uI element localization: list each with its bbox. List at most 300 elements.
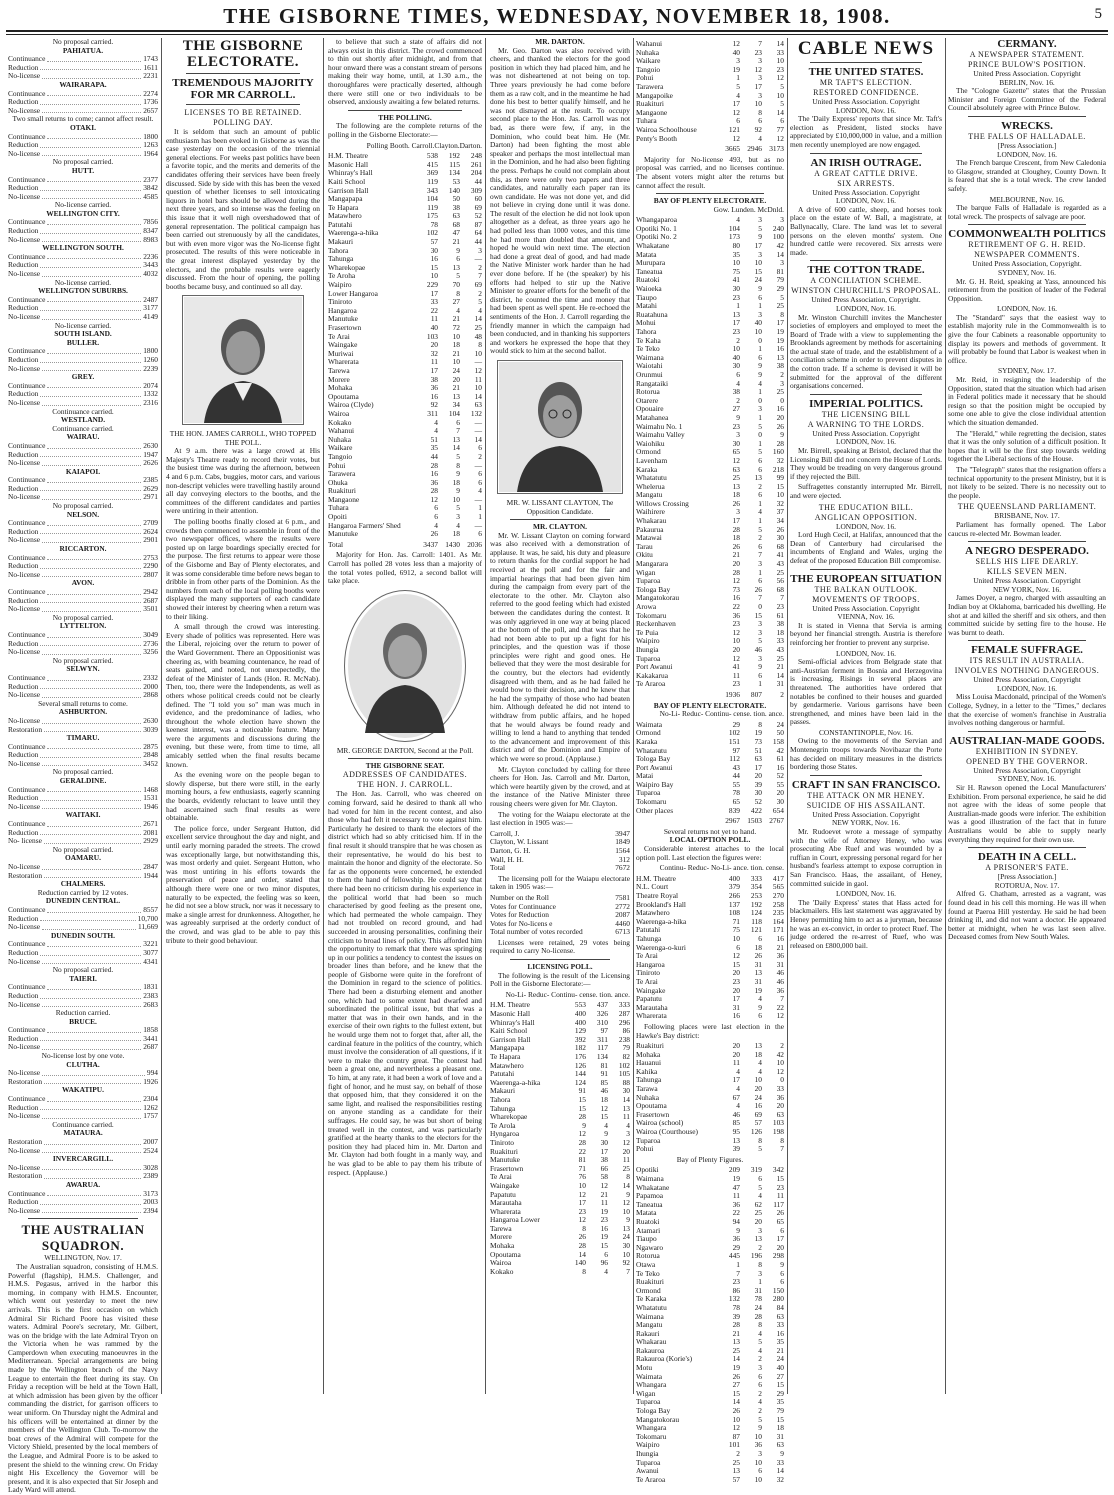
result-label: Restoration xyxy=(8,1076,43,1086)
leader-dots xyxy=(44,1138,141,1145)
row-value: 65 xyxy=(732,797,740,807)
result-value: 2971 xyxy=(143,492,158,502)
row-value: 86 xyxy=(622,1026,630,1036)
row-value: 3437 xyxy=(423,539,438,549)
row-value: 6 xyxy=(758,541,762,551)
row-value: 68 xyxy=(776,541,784,551)
row-value: 3 xyxy=(758,404,762,414)
leader-dots xyxy=(42,365,141,372)
row-value: 41 xyxy=(776,550,784,560)
dateline: SYDNEY, Nov. 17. xyxy=(998,366,1056,376)
bop-figures-table xyxy=(636,1166,784,1484)
row-label: Frasertown xyxy=(490,1163,524,1173)
result-value: 2524 xyxy=(143,1145,158,1155)
row-label: Wairoa (Clyde) xyxy=(328,400,374,410)
row-value: 25 xyxy=(776,387,784,397)
row-value: 5 xyxy=(478,297,482,307)
row-value: 3 xyxy=(736,56,740,66)
row-value: 0 xyxy=(758,335,762,345)
row-value: 40 xyxy=(754,318,762,328)
row-label: Waimana xyxy=(636,352,664,362)
row-value: 10 xyxy=(622,1249,630,1259)
row-label: Whakarau xyxy=(636,1337,667,1347)
row-value: 24 xyxy=(776,1354,784,1364)
row-value: 12 xyxy=(732,576,740,586)
result-note: Reduction carried by 12 votes. xyxy=(37,887,129,897)
dateline: BERLIN, Nov. 16. xyxy=(999,77,1055,87)
row-value: 40 xyxy=(776,1363,784,1373)
row-value: 105 xyxy=(618,1069,630,1079)
row-value: 160 xyxy=(772,447,784,457)
row-value: 12 xyxy=(732,455,740,465)
row-label: H.M. Theatre xyxy=(490,1000,530,1010)
leader-dots xyxy=(40,227,141,234)
electorate-name: TIMARU. xyxy=(66,733,100,743)
result-label: Reduction xyxy=(8,226,39,236)
agency-credit: United Press Association. Copyright xyxy=(812,187,920,197)
article-body: Alfred G. Chatham, arrested as a vagrant, was found dead in his cell this morning. He was ill when found at Paeroa Hill yesterday. He said he had been drinking ill, and did not want a doctor. He appeared better at midnight, when he was last seen alive. Deceased comes from New South Wales. xyxy=(948,889,1106,942)
row-label: Motu xyxy=(636,1363,653,1373)
row-label: Manutuke xyxy=(328,529,358,539)
row-value: 16 xyxy=(776,933,784,943)
article-body: Owing to the movements of the Servian and Montenegrin troops towards Novibazar the Porte has decided on military measures in the districts bordering those States. xyxy=(790,736,942,772)
result-note: No proposal carried. xyxy=(52,501,114,511)
row-value: 17 xyxy=(600,1146,608,1156)
row-value: 79 xyxy=(776,1406,784,1416)
leader-dots xyxy=(42,605,141,612)
leader-dots xyxy=(42,150,141,157)
leader-dots xyxy=(44,726,141,733)
row-value: 22 xyxy=(776,1002,784,1012)
row-value: 3 xyxy=(758,559,762,569)
row-label: Atamari xyxy=(636,1225,661,1235)
row-value: 56 xyxy=(776,576,784,586)
row-value: 21 xyxy=(452,237,460,247)
row-value: 28 xyxy=(430,460,438,470)
row-value: 13 xyxy=(754,1234,762,1244)
row-label: Ormond xyxy=(636,447,661,457)
row-value: 103 xyxy=(772,1118,784,1128)
row-value: 117 xyxy=(597,1043,608,1053)
row-value: 415 xyxy=(426,159,438,169)
row-value: 13 xyxy=(732,309,740,319)
headline-gisborne-electorate: THE GISBORNE ELECTORATE. xyxy=(182,38,304,70)
result-label: No-license xyxy=(8,191,41,201)
result-value: 2901 xyxy=(143,535,158,545)
agency-credit: United Press Association. Copyright xyxy=(812,603,920,613)
row-value: 287 xyxy=(618,1009,630,1019)
row-label: Makauri xyxy=(490,1086,516,1096)
row-value: 102 xyxy=(728,728,740,738)
row-value: 26 xyxy=(732,498,740,508)
row-value: 96 xyxy=(600,1258,608,1268)
row-value: 11 xyxy=(622,1112,630,1122)
result-label: No-license xyxy=(8,1162,41,1172)
row-value: 22 xyxy=(578,1146,586,1156)
leader-dots xyxy=(42,107,141,114)
article-body: The 'Daily Express' states that Hass acted for blackmailers. His last statement was aggravated by Heney permitting him to act as a juryman, because he was an ex-convict, in order to protect Ruef. The judge ordered the re-arrest of Ruef, who was released on £800,000 bail. xyxy=(790,897,942,950)
table-row xyxy=(636,817,784,826)
row-value: 6 xyxy=(758,933,762,943)
article-body: Mr. Clayton concluded by calling for three cheers for Hon. Jas. Carroll and Mr. Darton, which were heartily given by the crowd, and at the instance of the Native Minister three rousing cheers were given for Mr. Clayton. xyxy=(490,764,630,808)
electorate-name: KAIAPOI. xyxy=(65,466,101,476)
local-option-table xyxy=(636,875,784,1021)
leader-dots xyxy=(40,451,141,458)
article-body: The 'Daily Express' reports that since Mr. Taft's election as President, listed stocks have appreciated by £10,000,000 in value, and a million men recently unemployed are now engaged. xyxy=(790,114,942,149)
row-label: Muriwai xyxy=(328,348,354,358)
electorate-results-list xyxy=(8,38,158,1215)
row-value: 12 xyxy=(600,1103,608,1113)
row-value: 126 xyxy=(750,1127,762,1137)
headline: CERMANY. xyxy=(997,38,1057,50)
row-label: Rangataiki xyxy=(636,378,669,388)
result-label: Reduction xyxy=(8,483,39,493)
leader-dots xyxy=(42,691,141,698)
column-divider xyxy=(323,38,324,1394)
section-rule xyxy=(348,110,462,111)
article-body: Sir H. Rawson opened the Local Manufacturers' Exhibition. From personal experience, he said he did not agree with the ideas of some people that Australian-made goods were inferior. The exhibition was a good illustration of the fact that in future Australians would be able to supply nearly everything they required for their own use. xyxy=(948,783,1106,844)
result-value: 3221 xyxy=(143,939,158,949)
result-value: 2942 xyxy=(143,587,158,596)
row-value: 5 xyxy=(758,421,762,431)
leader-dots xyxy=(47,176,141,183)
electorate-name: SELWYN. xyxy=(66,664,100,674)
row-value: 104 xyxy=(728,223,740,233)
result-note: No-license carried. xyxy=(54,320,112,330)
row-value: 11 xyxy=(732,670,740,680)
row-value: 6 xyxy=(736,942,740,952)
row-label: Karaka xyxy=(636,736,658,746)
row-value: 311 xyxy=(597,1034,608,1044)
result-label: Continuance xyxy=(8,1094,46,1104)
leader-dots xyxy=(44,1078,141,1085)
result-value: 2630 xyxy=(143,440,158,450)
row-value: 6 xyxy=(780,1268,784,1278)
result-label: Continuance xyxy=(8,475,46,485)
row-label: Garrison Hall xyxy=(490,1034,531,1044)
row-value: 36 xyxy=(776,985,784,995)
result-label: Continuance xyxy=(8,587,46,596)
row-value: 229 xyxy=(426,280,438,290)
row-value: 1 xyxy=(478,512,482,522)
row-value: 1 xyxy=(758,387,762,397)
row-label: Whakarau xyxy=(636,516,667,526)
result-value: 3441 xyxy=(143,1033,158,1043)
electorate-name: WELLINGTON SUBURBS. xyxy=(38,286,128,296)
row-value: 150 xyxy=(772,1285,784,1295)
result-value: 2081 xyxy=(143,827,158,837)
result-label: No-license xyxy=(8,1145,41,1155)
row-value: 6 xyxy=(758,670,762,680)
bop-licensing-table xyxy=(636,721,784,816)
row-value: 35 xyxy=(776,1397,784,1407)
row-value: 17 xyxy=(732,994,740,1004)
row-value: 1430 xyxy=(445,539,460,549)
row-value: 266 xyxy=(728,891,740,900)
row-value: 13 xyxy=(452,391,460,401)
subheadline: LICENSES TO BE RETAINED. xyxy=(184,108,302,117)
result-value: 3842 xyxy=(143,183,158,193)
row-value: 10 xyxy=(776,490,784,500)
agency-credit: United Press Association, Copyright. xyxy=(811,295,921,305)
row-value: 86 xyxy=(732,1285,740,1295)
row-value: 13 xyxy=(452,434,460,444)
row-value: 43 xyxy=(776,559,784,569)
article-body: The following are the complete returns of the polling in the Gisborne Electorate:— xyxy=(328,121,482,139)
result-value: 2383 xyxy=(143,990,158,1000)
row-value: 26 xyxy=(776,1208,784,1218)
result-label: Reduction xyxy=(8,449,39,459)
row-value: 14 xyxy=(578,1249,586,1259)
row-value: 36 xyxy=(776,1092,784,1102)
row-value: 132 xyxy=(728,1294,740,1304)
article-body: The Australian squadron, consisting of H.M.S. Powerful (flagship), H.M.S. Challenger, and H.M.S. Pegasus, arrived in the harbor this morning, in company with H.M.S. Encounter, which went out yesterday to meet the new arrivals. This is the first occasion on which Admiral Sir Richard Poore has visited these waters. Admiral Poore's secretary, Mr. Gilbert, was on the bridge with the late Admiral Tryon on the Victoria when he was rammed by the Camperdown when executing manoeuvres in the Mediterranean. Special arrangements are being made by the Wellington branch of the Navy League to entertain the fleet during its stay. On Friday a reception will be held at the Town Hall, at which admission has been given by the officer commanding the district, for garrison officers to wear uniform. On Thursday night the Admiral and his officers will be entertained at dinner by the members of the Wellington Club. To-morrow the boat crews of the Admiral will compete for the Victory Shield, presented by the local members of the League, and Admiral Poore is to be asked to present the shield to the winning crew. On Friday night His Excellency the Governor will be present, and it is also expected that Sir Joseph and Lady Ward will attend. xyxy=(8,1261,158,1495)
row-value: 101 xyxy=(728,1440,740,1450)
article-body: The following is the result of the Licensing Poll in the Gisborne Electorate:— xyxy=(490,970,630,989)
row-value: 102 xyxy=(618,1060,630,1070)
row-value: 3 xyxy=(758,56,762,66)
row-value: 151 xyxy=(728,736,740,746)
table-row xyxy=(490,856,630,865)
row-value: 11 xyxy=(600,1198,608,1208)
row-value: 3 xyxy=(758,215,762,225)
row-value: 2 xyxy=(478,288,482,298)
row-value: 11 xyxy=(732,1191,740,1201)
row-value: 6 xyxy=(758,1380,762,1390)
row-value: 18 xyxy=(452,529,460,539)
row-label: Waimahu Valley xyxy=(636,430,685,440)
row-value: 99 xyxy=(776,473,784,483)
column-gisborne-electorate xyxy=(166,38,320,1394)
row-value: 14 xyxy=(474,391,482,401)
row-value: 3 xyxy=(780,215,784,225)
row-value: 7 xyxy=(758,550,762,560)
row-label: Waerenga-o-kuri xyxy=(636,942,686,952)
row-value: 30 xyxy=(732,361,740,371)
section-heading: BAY OF PLENTY ELECTORATE. xyxy=(653,700,767,710)
column-tables xyxy=(636,38,784,1484)
row-value: 400 xyxy=(728,873,740,883)
row-value: 400 xyxy=(574,1017,586,1027)
result-label: Reduction xyxy=(8,526,39,536)
row-value: 240 xyxy=(772,223,784,233)
result-value: 8983 xyxy=(143,234,158,244)
row-label: Waerenga-a-hika xyxy=(328,228,379,238)
row-value: 18 xyxy=(776,627,784,637)
leader-dots xyxy=(40,390,141,397)
row-label: Nuhaka xyxy=(328,434,351,444)
row-label: Tahunga xyxy=(636,933,662,943)
row-value: 112 xyxy=(729,754,740,764)
row-value: 63 xyxy=(776,1109,784,1119)
dateline: LONDON, Nov. 16. xyxy=(835,303,897,313)
row-label: Morere xyxy=(328,374,350,384)
leader-dots xyxy=(40,98,141,105)
result-value: 1743 xyxy=(143,54,158,64)
row-label: Clayton, W. Lissant xyxy=(490,837,549,847)
row-value: 422 xyxy=(750,805,762,815)
row-label: Marautaha xyxy=(636,1002,668,1012)
newspaper-title: THE GISBORNE TIMES, WEDNESDAY, NOVEMBER 18, 1908. xyxy=(223,4,891,28)
row-value: 7581 xyxy=(615,892,630,902)
row-value: 3665 xyxy=(725,144,740,154)
subheadline: THE QUEENSLAND PARLIAMENT. xyxy=(957,502,1097,512)
row-value: 20 xyxy=(732,644,740,654)
electorate-name: PAHIATUA. xyxy=(62,45,104,55)
row-label: Ormond xyxy=(636,1285,661,1295)
leader-dots xyxy=(47,133,141,140)
result-value: 10,700 xyxy=(137,913,158,923)
row-value: 19 xyxy=(732,1363,740,1373)
row-value: 33 xyxy=(776,1457,784,1467)
portrait-clayton xyxy=(497,360,623,494)
subheadline: A CONCILIATION SCHEME. xyxy=(810,276,922,286)
article-body: The voting for the Waiapu electorate at the last election in 1905 was:— xyxy=(490,809,630,828)
section-rule xyxy=(810,775,922,776)
result-label: No-license xyxy=(8,492,41,502)
subheadline: THE HON. J. CARROLL. xyxy=(357,780,453,790)
section-rule xyxy=(968,541,1086,542)
leader-dots xyxy=(47,1190,141,1197)
leader-dots xyxy=(42,72,141,79)
row-label: Whangaparoa xyxy=(636,215,678,225)
page-number: 5 xyxy=(1094,6,1102,22)
row-value: 10 xyxy=(732,1414,740,1424)
row-value: 6 xyxy=(758,464,762,474)
bop-total xyxy=(636,691,784,700)
row-label: Wairoa Schoolhouse xyxy=(636,124,697,134)
row-value: 4 xyxy=(758,1058,762,1068)
subheadline: KILLS SEVEN MEN. xyxy=(986,567,1068,577)
row-value: 15 xyxy=(600,1112,608,1122)
leader-dots xyxy=(44,837,141,844)
result-note: No proposal carried. xyxy=(52,612,114,622)
article-body: The "Cologne Gazette" states that the Prussian Minister and Foreign Committee of the Federal Council absolutely agree with Prince Bulow. xyxy=(948,86,1106,113)
electorate-name: AVON. xyxy=(71,578,95,588)
row-value: 46 xyxy=(776,976,784,986)
row-label: Whatatutu xyxy=(636,745,667,755)
licensing-poll-table-cont xyxy=(636,40,784,143)
row-value: 10 xyxy=(430,271,438,281)
row-value: 9 xyxy=(758,1423,762,1433)
leader-dots xyxy=(47,588,141,595)
result-note: No-license carried. xyxy=(54,277,112,287)
row-value: 6 xyxy=(478,469,482,479)
row-label: Ruakituri xyxy=(636,1277,664,1287)
row-value: 13 xyxy=(754,473,762,483)
electorate-name: WELLINGTON CITY. xyxy=(46,208,120,218)
row-value: 15 xyxy=(776,1174,784,1183)
row-label: Votes for No-licens e xyxy=(490,918,553,928)
dateline: MELBOURNE, Nov. 16. xyxy=(989,194,1065,204)
result-label: Continuance xyxy=(8,939,46,949)
row-label: Wairoa xyxy=(490,1258,512,1268)
result-label: Restoration xyxy=(8,870,43,880)
leader-dots xyxy=(40,640,141,647)
row-value: 175 xyxy=(426,211,438,221)
electorate-name: CHALMERS. xyxy=(60,879,106,889)
row-value: 10 xyxy=(754,1457,762,1467)
row-value: 27 xyxy=(776,1371,784,1381)
row-label: Ruatoki xyxy=(636,1216,660,1226)
row-label: Other places xyxy=(636,805,674,815)
result-value: 1468 xyxy=(143,784,158,794)
row-value: 342 xyxy=(772,1165,784,1175)
row-value: 12 xyxy=(622,1198,630,1208)
result-label: No-license xyxy=(8,397,41,407)
headline: A NEGRO DESPERADO. xyxy=(965,545,1089,558)
row-label: Votes for Continuance xyxy=(490,901,556,911)
result-label: Continuance xyxy=(8,380,46,390)
row-label xyxy=(636,145,718,154)
row-value: 4 xyxy=(456,520,460,530)
row-value: 44 xyxy=(474,237,482,247)
result-label: No-license xyxy=(8,1042,41,1052)
result-value: 1757 xyxy=(143,1111,158,1121)
row-label: Ruatoki xyxy=(636,275,660,285)
row-value: 102 xyxy=(426,228,438,238)
row-label: Te Arai xyxy=(490,1172,512,1182)
result-value: 2487 xyxy=(143,294,158,304)
row-value: 38 xyxy=(776,619,784,629)
row-value: 16 xyxy=(776,344,784,354)
electorate-name: NELSON. xyxy=(66,509,100,519)
row-value: 33 xyxy=(776,47,784,57)
result-value: 3039 xyxy=(143,724,158,734)
row-value: 32 xyxy=(430,348,438,358)
row-value: 35 xyxy=(732,249,740,259)
row-value: 319 xyxy=(750,1165,762,1175)
row-value: 14 xyxy=(776,1466,784,1476)
row-value: 34 xyxy=(452,400,460,410)
article-body: Mr. Rudoevet wrote a message of sympathy with the wife of Attorney Heney, who was prosecuting Abe Ruef and was wounded by a ruffian in Court, expressing personal regard for her husband's fearless attempt to expose corruption in San Francisco. Haas, the assailant, of Heney, committed suicide in gaol. xyxy=(790,827,942,888)
row-value: 25 xyxy=(732,473,740,483)
row-label: Tuparoa xyxy=(636,1397,661,1407)
row-value: 22 xyxy=(732,602,740,611)
row-label: Papamoa xyxy=(636,1191,664,1201)
portrait-darton xyxy=(344,590,466,742)
headline: WRECKS. xyxy=(1001,119,1053,132)
column-divider xyxy=(485,38,486,1394)
row-value: 354 xyxy=(750,882,762,892)
row-value: 69 xyxy=(474,280,482,290)
agency-credit: United Press Association. Copyright xyxy=(812,428,920,438)
row-value: 8 xyxy=(478,340,482,350)
row-label: Theatre Royal xyxy=(636,891,679,900)
subheadline: PRINCE BULOW'S POSITION. xyxy=(967,60,1087,69)
row-value: 24 xyxy=(754,1302,762,1312)
row-value: 75 xyxy=(732,266,740,276)
row-value: 171 xyxy=(772,925,784,935)
leader-dots xyxy=(47,476,141,483)
headline: FEMALE SUFFRAGE. xyxy=(971,644,1083,657)
row-value: 11 xyxy=(776,1191,784,1201)
row-value: 16 xyxy=(776,1328,784,1338)
result-value: 2236 xyxy=(143,251,158,261)
row-value: 379 xyxy=(728,882,740,892)
row-value: 6 xyxy=(758,1011,762,1021)
row-value: 16 xyxy=(430,391,438,401)
row-value: 12 xyxy=(732,1423,740,1433)
row-value: 85 xyxy=(732,1118,740,1128)
subheadline: MR TAFT'S ELECTION. xyxy=(819,78,913,87)
row-value: 26 xyxy=(430,529,438,539)
row-value: 85 xyxy=(600,1077,608,1087)
row-label: Ruakituri xyxy=(636,99,664,109)
row-label: Waikare xyxy=(328,443,353,453)
row-label: Tuparoa xyxy=(636,576,661,586)
row-value: 36 xyxy=(732,1234,740,1244)
